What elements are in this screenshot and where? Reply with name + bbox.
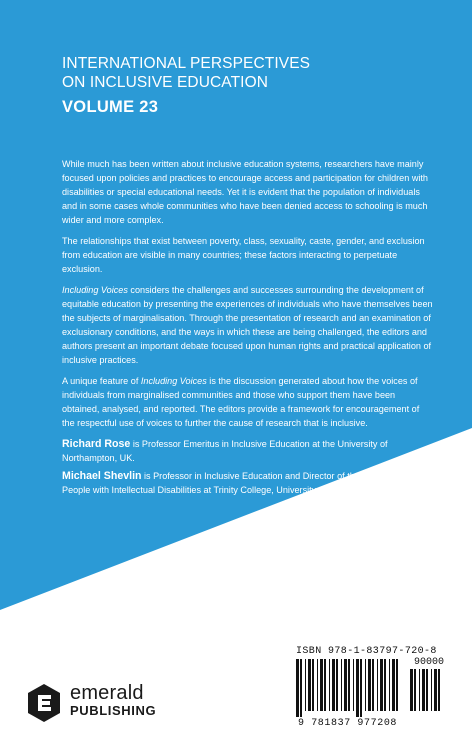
barcode-bar — [348, 659, 350, 711]
barcode-bar — [368, 659, 371, 711]
barcode-bar — [329, 659, 330, 711]
series-title — [62, 54, 310, 92]
barcode-bar — [312, 659, 314, 711]
blurb-paragraph-4-text: is the discussion generated about how the voices of individuals from marginalised communities and those who support them have been obtained, analysed, and reported. The editors provide a framework for encouragement of the respectful use of voices to further the cause of research that is inclusive. — [62, 376, 420, 428]
barcode-bar — [438, 669, 440, 711]
barcode-bar — [434, 669, 437, 711]
barcode-bar — [384, 659, 386, 711]
blurb-paragraph-2: The relationships that exist between poverty, class, sexuality, caste, gender, and exclusion from education are visible in many countries; these factors interacting to perpetuate exclusion. — [62, 236, 425, 274]
blurb-paragraph-3 — [62, 283, 434, 367]
barcode-bar — [422, 669, 425, 711]
barcode-bar — [353, 659, 354, 711]
book-title-italic: Including Voices — [140, 376, 207, 386]
barcode-bar — [332, 659, 335, 711]
isbn-text: ISBN 978-1-83797-720-8 — [296, 646, 437, 657]
series-title-line-2: ON INCLUSIVE EDUCATION — [62, 74, 269, 91]
barcode-bar — [296, 659, 299, 717]
barcode-bar — [410, 669, 413, 711]
barcode-bar — [305, 659, 306, 711]
blurb-paragraph-4-pre: A unique feature of — [62, 376, 141, 386]
barcode-bar — [320, 659, 323, 711]
blurb-paragraph-3-text: considers the challenges and successes surrounding the development of equitable education by presenting the experiences of individuals who have themselves been the subjects of marginalisation. Through the presentation of research and an examination of exclusionary conditions, and the ways in which these are being challenged, the editors and authors present an important debate focused upon human rights and practical application of inclusive practices. — [62, 285, 433, 365]
editor-bio-1-text: is Professor Emeritus in Inclusive Education at the University of Northampton, UK. — [62, 439, 388, 463]
editor-name-2: Michael Shevlin — [62, 470, 142, 482]
publisher-name: emerald — [70, 682, 144, 704]
blurb — [62, 157, 434, 501]
blurb-paragraph-1: While much has been written about inclusive education systems, researchers have mainly focused upon policies and practices to encourage access and participation for children with disabilities or special educational needs. Yet it is evident that the population of individuals and in some cases whole communities who have been denied access to schooling is much wider and more complex. — [62, 159, 428, 225]
barcode-bar — [336, 659, 338, 711]
price-code: 90000 — [414, 657, 445, 668]
price-barcode — [410, 669, 444, 717]
barcode-bar — [372, 659, 374, 711]
barcode-bar — [426, 669, 428, 711]
barcode-bar — [365, 659, 366, 711]
editor-name-1: Richard Rose — [62, 438, 131, 450]
emerald-e-logo-icon — [26, 683, 62, 723]
book-title-italic: Including Voices — [62, 285, 128, 295]
barcode-bar — [300, 659, 302, 717]
barcode-bar — [360, 659, 362, 717]
editor-bio-2 — [62, 469, 434, 497]
barcode-bar — [419, 669, 420, 711]
barcode-bar — [431, 669, 432, 711]
volume-number: VOLUME 23 — [62, 98, 159, 116]
barcode-bar — [396, 659, 398, 711]
barcode-bar — [324, 659, 326, 711]
barcode-bar — [389, 659, 390, 711]
barcode-bar — [308, 659, 311, 711]
ean-number: 9 781837 977208 — [298, 718, 398, 729]
barcode-bar — [377, 659, 378, 711]
blurb-paragraph-4 — [62, 374, 434, 430]
series-title-line-1: INTERNATIONAL PERSPECTIVES — [62, 55, 311, 72]
publisher-subname: PUBLISHING — [70, 703, 157, 718]
barcode-bar — [341, 659, 342, 711]
barcode-bar — [380, 659, 383, 711]
barcode-bar — [414, 669, 416, 711]
barcode-bar — [392, 659, 395, 711]
editor-bio-1 — [62, 437, 434, 465]
barcode-bar — [356, 659, 359, 717]
barcode-bar — [344, 659, 347, 711]
editor-bio-2-text: is Professor in Inclusive Education and Director of the Trinity Centre for People with Intellectual Disabilities at Trinity College, University of Dublin, Ireland. — [62, 471, 430, 495]
barcode-bar — [317, 659, 318, 711]
isbn-barcode — [296, 659, 402, 717]
